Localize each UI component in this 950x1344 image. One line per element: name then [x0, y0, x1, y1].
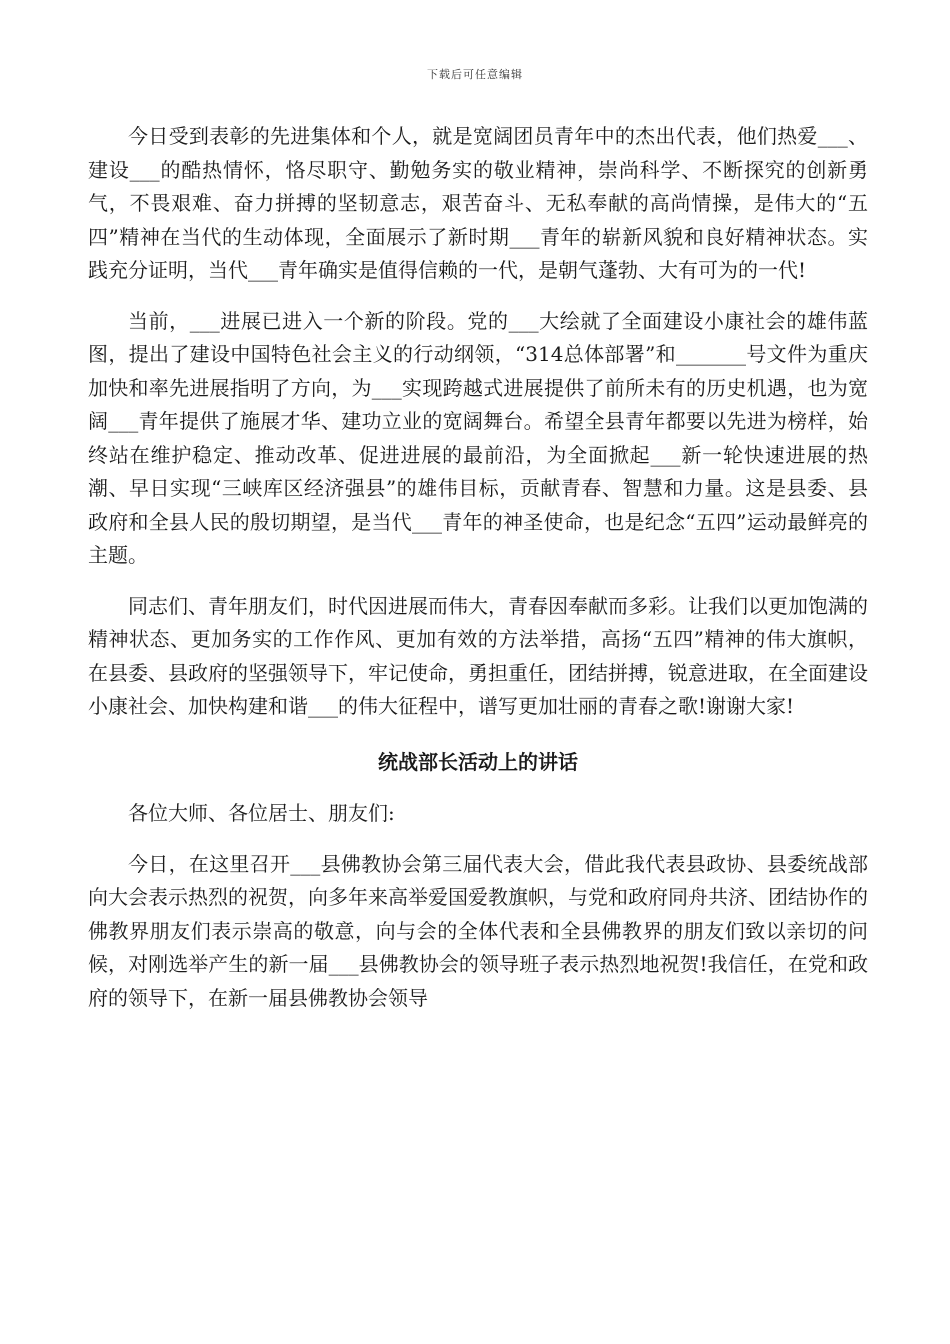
paragraph-salutation: 各位大师、各位居士、朋友们: — [128, 801, 395, 825]
document-body — [88, 120, 868, 1015]
paragraph-closing-call: 同志们、青年朋友们，时代因进展而伟大，青春因奉献而多彩。让我们以更加饱满的精神状态、更加务实的工作作风、更加有效的方法举措，高扬“五四”精神的伟大旗帜，在县委、县政府的坚强领导下，牢记使命，勇担重任，团结拼搏，锐意进取，在全面建设小康社会、加快构建和谐___的伟大征程中，谱写更加壮丽的青春之歌!谢谢大家! — [88, 593, 868, 718]
paragraph-congress-greeting: 今日，在这里召开___县佛教协会第三届代表大会，借此我代表县政协、县委统战部向大会表示热烈的祝贺，向多年来高举爱国爱教旗帜，与党和政府同舟共济、团结协作的佛教界朋友们表示崇高的敬意，向与会的全体代表和全县佛教界的朋友们致以亲切的问候，对刚选举产生的新一届___县佛教协会的领导班子表示热烈地祝贺!我信任，在党和政府的领导下，在新一届县佛教协会领导 — [88, 851, 868, 1010]
page-header-note: 下载后可任意编辑 — [427, 68, 523, 81]
paragraph-commendation: 今日受到表彰的先进集体和个人，就是宽阔团员青年中的杰出代表，他们热爱___、建设___的酷热情怀，恪尽职守、勤勉务实的敬业精神，崇尚科学、不断探究的创新勇气，不畏艰难、奋力拼搏的坚韧意志，艰苦奋斗、无私奉献的高尚情操，是伟大的“五四”精神在当代的生动体现，全面展示了新时期___青年的崭新风貌和良好精神状态。实践充分证明，当代___青年确实是值得信赖的一代，是朝气蓬勃、大有可为的一代! — [88, 124, 868, 282]
paragraph-current-stage: 当前，___进展已进入一个新的阶段。党的___大绘就了全面建设小康社会的雄伟蓝图，提出了建设中国特色社会主义的行动纲领，“314总体部署”和_______号文件为重庆加快和率先进展指明了方向，为___实现跨越式进展提供了前所未有的历史机遇，也为宽阔___青年提供了施展才华、建功立业的宽阔舞台。希望全县青年都要以先进为榜样，始终站在维护稳定、推动改革、促进进展的最前沿，为全面掀起___新一轮快速进展的热潮、早日实现“三峡库区经济强县”的雄伟目标，贡献青春、智慧和力量。这是县委、县政府和全县人民的殷切期望，是当代___青年的神圣使命，也是纪念“五四”运动最鲜亮的主题。 — [88, 308, 868, 567]
section-title: 统战部长活动上的讲话 — [378, 749, 578, 774]
